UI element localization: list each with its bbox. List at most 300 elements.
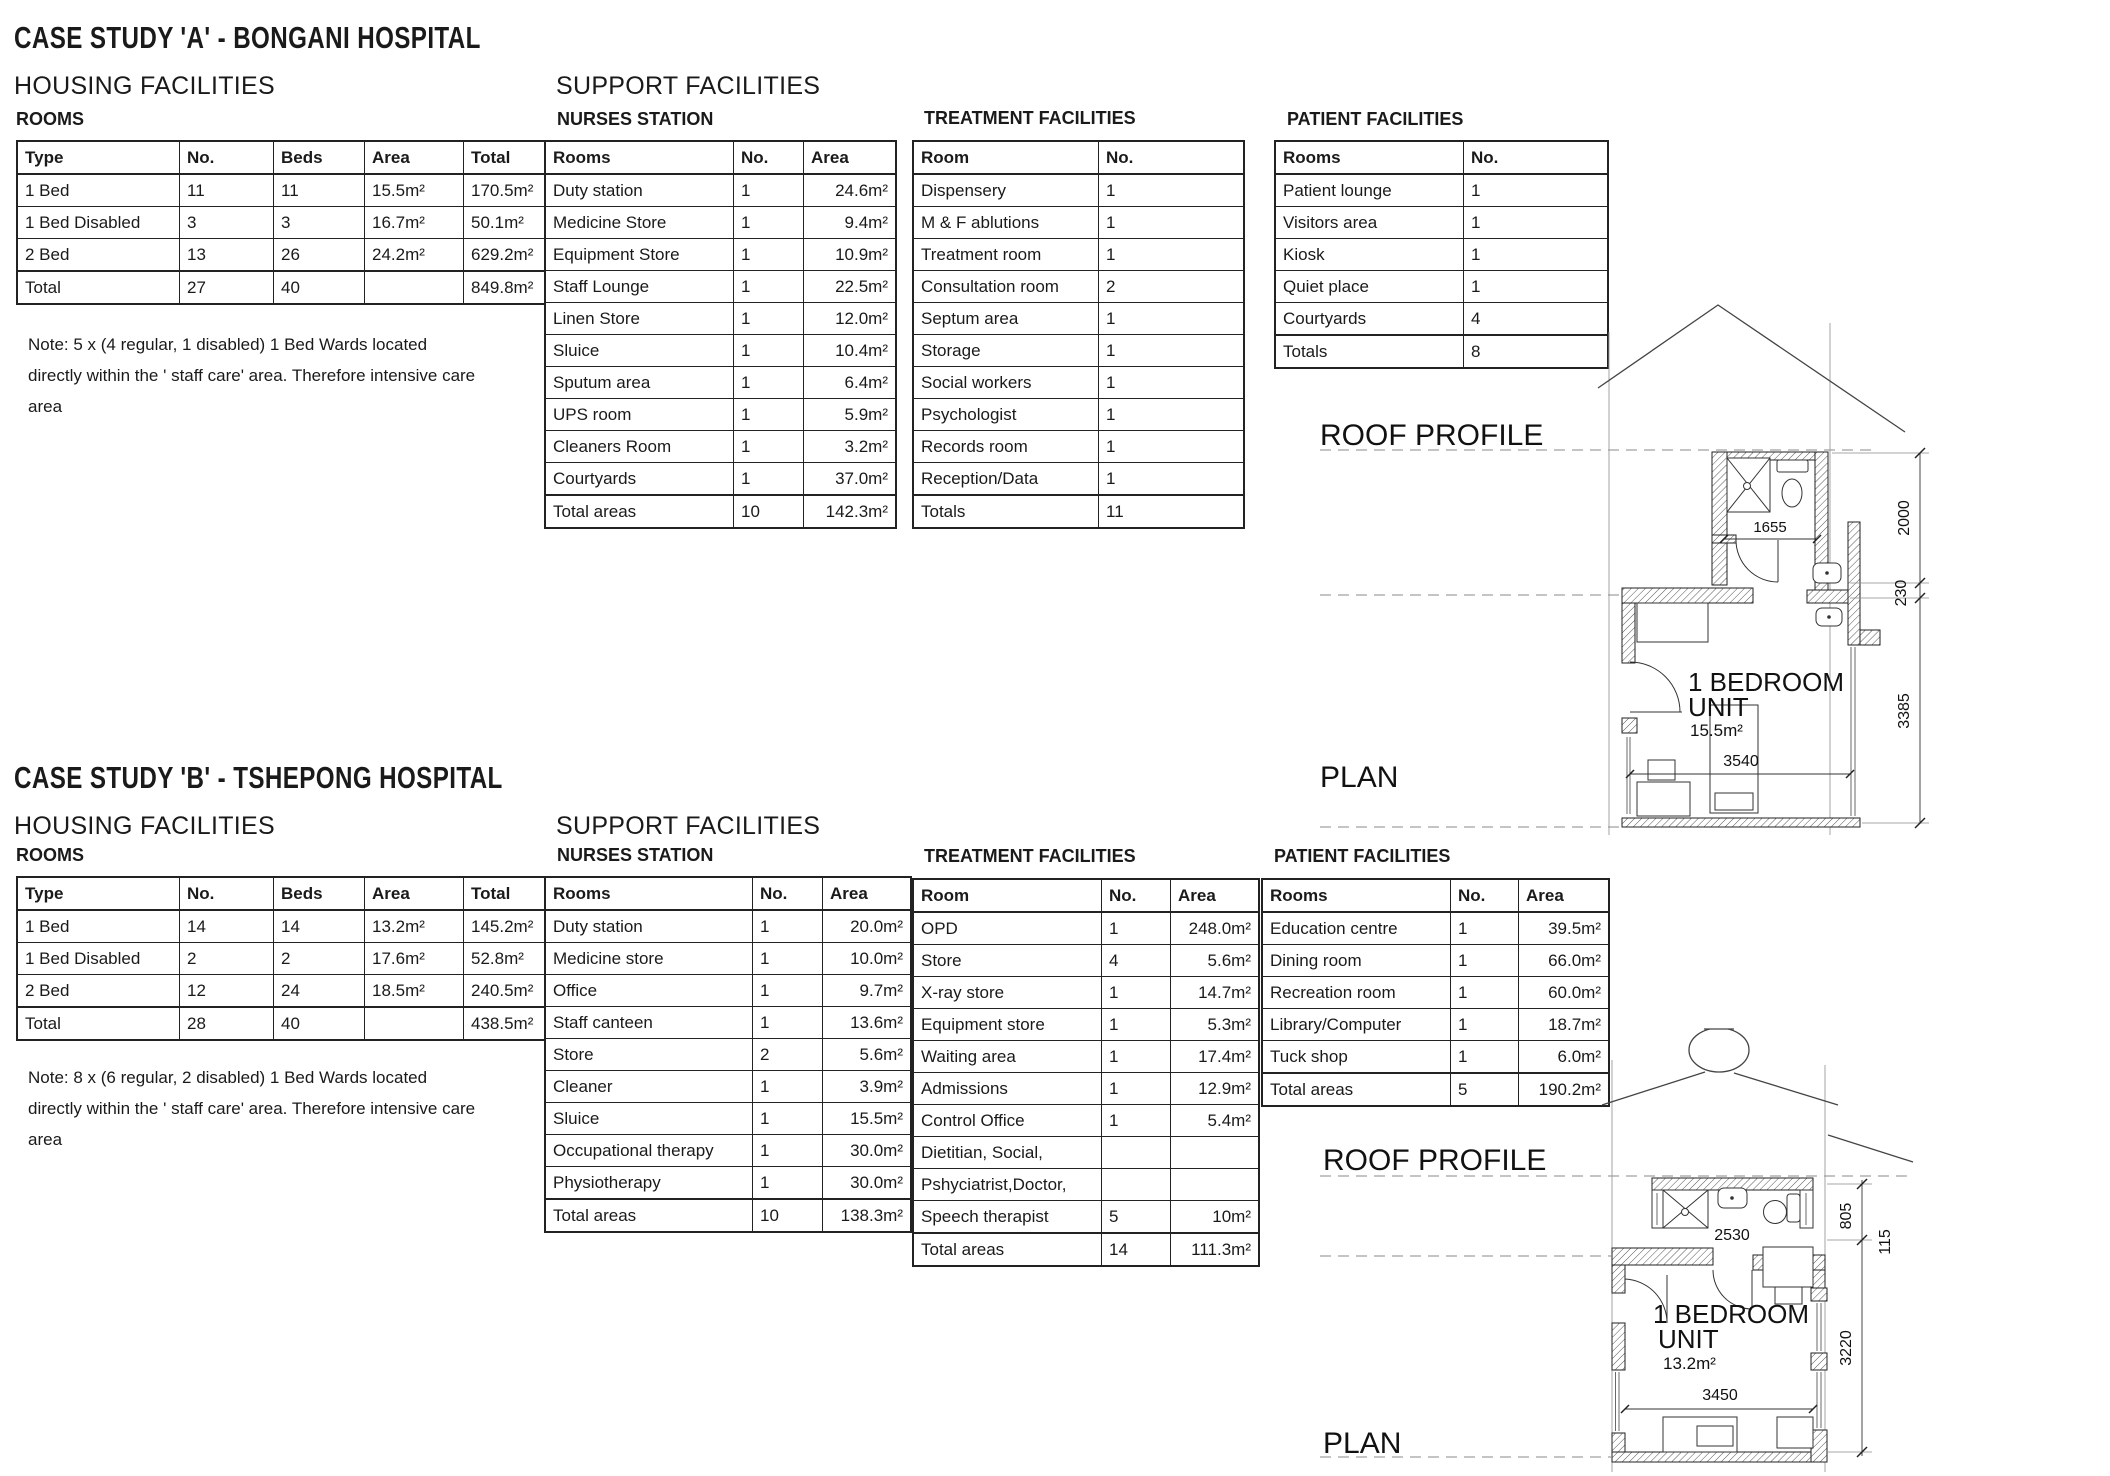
table-cell: 4 xyxy=(1464,303,1609,336)
table-cell: Staff canteen xyxy=(545,1007,753,1039)
table-cell: Medicine Store xyxy=(545,207,734,239)
table-cell: Total areas xyxy=(913,1233,1102,1266)
table-cell: 10.9m² xyxy=(804,239,897,271)
table-cell: 1 xyxy=(1464,207,1609,239)
table-cell: Total areas xyxy=(1262,1073,1451,1106)
wall xyxy=(1811,1353,1827,1370)
dim-bath-width: 2530 xyxy=(1714,1227,1750,1244)
dim-wall: 230 xyxy=(1893,579,1910,607)
case-a-support-heading: SUPPORT FACILITIES xyxy=(556,72,821,100)
table-cell: 8 xyxy=(1464,335,1609,368)
unit-area-a: 15.5m² xyxy=(1690,721,1743,740)
table-cell: Sluice xyxy=(545,1103,753,1135)
unit-drawing-b xyxy=(1300,1020,2000,1476)
table-row xyxy=(545,1071,911,1103)
table-row xyxy=(545,1007,911,1039)
table-row xyxy=(545,463,896,496)
table-cell: Medicine store xyxy=(545,943,753,975)
table-cell xyxy=(1171,1169,1260,1201)
table-cell: Storage xyxy=(913,335,1099,367)
table-cell: 18.5m² xyxy=(365,975,464,1008)
unit-label-b: 1 BEDROOM xyxy=(1653,1299,1810,1329)
table-cell: 5.4m² xyxy=(1171,1105,1260,1137)
column-header: Rooms xyxy=(545,141,734,174)
table-cell: 1 xyxy=(1464,271,1609,303)
wall xyxy=(1848,522,1860,645)
table-cell: 5 xyxy=(1102,1201,1171,1234)
table-cell: Speech therapist xyxy=(913,1201,1102,1234)
table-row xyxy=(913,1009,1259,1041)
case-b-rooms-subheading: ROOMS xyxy=(16,845,85,865)
table-cell: Psychologist xyxy=(913,399,1099,431)
dim-bath-height: 805 xyxy=(1838,1202,1855,1230)
table-cell: 629.2m² xyxy=(464,239,576,272)
table-row xyxy=(17,910,575,943)
window-wall xyxy=(1800,1190,1813,1228)
table-cell: Sputum area xyxy=(545,367,734,399)
table-cell: 248.0m² xyxy=(1171,912,1260,945)
table-cell: 3 xyxy=(180,207,274,239)
column-header: Area xyxy=(1171,879,1260,912)
table-cell: Records room xyxy=(913,431,1099,463)
table-row xyxy=(913,1105,1259,1137)
table-cell: 1 xyxy=(734,335,804,367)
note-b-line: area xyxy=(28,1130,63,1149)
wall xyxy=(1712,452,1727,585)
table-cell: 2 Bed xyxy=(17,239,180,272)
table-row xyxy=(545,207,896,239)
table-cell: 17.4m² xyxy=(1171,1041,1260,1073)
column-header: Total xyxy=(464,877,576,910)
table-cell: 1 xyxy=(1102,1073,1171,1105)
wall xyxy=(1811,1288,1827,1301)
table-cell: 1 xyxy=(753,1007,823,1039)
table-cell: 1 xyxy=(734,303,804,335)
table-cell: 10.4m² xyxy=(804,335,897,367)
desk-chair-icon xyxy=(1763,1247,1813,1304)
table-cell: Waiting area xyxy=(913,1041,1102,1073)
wall xyxy=(1622,588,1753,603)
column-header: Room xyxy=(913,141,1099,174)
note-b-line: directly within the ' staff care' area. Therefore intensive care xyxy=(28,1099,476,1118)
note-b-line: Note: 8 x (6 regular, 2 disabled) 1 Bed Wards located xyxy=(28,1068,428,1087)
case-a-title: CASE STUDY 'A' - BONGANI HOSPITAL xyxy=(14,20,481,55)
case-a-rooms-subheading: ROOMS xyxy=(16,109,85,129)
table-cell: 10 xyxy=(734,495,804,528)
table-cell: 37.0m² xyxy=(804,463,897,496)
table-cell: 1 xyxy=(1451,1009,1519,1041)
table-cell: 3.2m² xyxy=(804,431,897,463)
table-cell: 1 xyxy=(753,1167,823,1200)
table-cell: Patient lounge xyxy=(1275,174,1464,207)
table-cell: X-ray store xyxy=(913,977,1102,1009)
table-cell: Cleaner xyxy=(545,1071,753,1103)
table-cell: Dispensery xyxy=(913,174,1099,207)
table-row xyxy=(545,271,896,303)
table-row xyxy=(545,495,896,528)
table-cell: 849.8m² xyxy=(464,271,576,304)
table-row xyxy=(1262,977,1609,1009)
table-row xyxy=(913,1137,1259,1169)
table-cell: 1 xyxy=(1451,912,1519,945)
table-row xyxy=(1275,239,1608,271)
case-b-treatment-heading: TREATMENT FACILITIES xyxy=(924,846,1136,866)
table-cell: Courtyards xyxy=(1275,303,1464,336)
dim-bath-height: 2000 xyxy=(1896,500,1913,536)
column-header: Room xyxy=(913,879,1102,912)
desk-chair-icon xyxy=(1637,760,1690,816)
table-cell: Control Office xyxy=(913,1105,1102,1137)
table-cell: 2 xyxy=(1099,271,1245,303)
table-cell: 10m² xyxy=(1171,1201,1260,1234)
table-cell: 1 xyxy=(753,1103,823,1135)
table-cell: 66.0m² xyxy=(1519,945,1610,977)
table-cell: 2 xyxy=(274,943,365,975)
table-cell: 1 xyxy=(1099,207,1245,239)
wall xyxy=(1612,1265,1625,1293)
table-row xyxy=(545,399,896,431)
table-row xyxy=(913,271,1244,303)
table-cell: Equipment store xyxy=(913,1009,1102,1041)
door-swing xyxy=(1630,662,1680,712)
table-cell: 12.9m² xyxy=(1171,1073,1260,1105)
column-header: No. xyxy=(1464,141,1609,174)
table-row xyxy=(545,1167,911,1200)
table-row xyxy=(1275,174,1608,207)
column-header: No. xyxy=(753,877,823,910)
unit-label-a: 1 BEDROOM xyxy=(1688,667,1845,697)
table-cell: 1 xyxy=(1099,303,1245,335)
roof-profile-label-b: ROOF PROFILE xyxy=(1323,1144,1547,1177)
case-a-nurses-station-subheading: NURSES STATION xyxy=(557,109,714,129)
table-cell: 1 Bed Disabled xyxy=(17,207,180,239)
table-row xyxy=(913,977,1259,1009)
wall xyxy=(1813,1270,1825,1290)
note-a-line: directly within the ' staff care' area. Therefore intensive care xyxy=(28,366,476,385)
wall xyxy=(1612,1323,1625,1370)
table-cell: 1 xyxy=(734,207,804,239)
table-cell: Occupational therapy xyxy=(545,1135,753,1167)
column-header: Total xyxy=(464,141,576,174)
table-row xyxy=(17,943,575,975)
unit-label-b2: UNIT xyxy=(1658,1324,1719,1354)
table-cell: Store xyxy=(913,945,1102,977)
table-cell: Total areas xyxy=(545,495,734,528)
table-cell: OPD xyxy=(913,912,1102,945)
table-cell: 9.7m² xyxy=(823,975,912,1007)
column-header: No. xyxy=(1451,879,1519,912)
shower-icon xyxy=(1727,458,1770,512)
table-cell: 4 xyxy=(1102,945,1171,977)
table-row xyxy=(545,943,911,975)
table-cell: 1 xyxy=(1464,239,1609,271)
table-cell: Total areas xyxy=(545,1199,753,1232)
table-row xyxy=(913,912,1259,945)
support-table-b xyxy=(544,876,912,1233)
column-header: Area xyxy=(804,141,897,174)
case-b-support-heading: SUPPORT FACILITIES xyxy=(556,812,821,840)
dim-bath-width: 1655 xyxy=(1753,519,1787,536)
chimney-icon xyxy=(1689,1020,1749,1072)
table-cell: 6.0m² xyxy=(1519,1041,1610,1074)
table-row xyxy=(545,1039,911,1071)
case-b-patient-heading: PATIENT FACILITIES xyxy=(1274,846,1451,866)
table-cell: 5.6m² xyxy=(823,1039,912,1071)
table-cell: 39.5m² xyxy=(1519,912,1610,945)
table-cell: 1 xyxy=(753,943,823,975)
column-header: No. xyxy=(180,877,274,910)
table-cell: 1 xyxy=(1102,1105,1171,1137)
table-cell: 5.3m² xyxy=(1171,1009,1260,1041)
table-cell: 1 xyxy=(734,271,804,303)
table-header-row xyxy=(913,141,1244,174)
table-cell: Recreation room xyxy=(1262,977,1451,1009)
table-cell: Social workers xyxy=(913,367,1099,399)
table-cell: 5.6m² xyxy=(1171,945,1260,977)
unit-area-b: 13.2m² xyxy=(1663,1354,1716,1373)
table-row xyxy=(545,1135,911,1167)
case-b-title: CASE STUDY 'B' - TSHEPONG HOSPITAL xyxy=(14,760,503,795)
wall xyxy=(1612,1452,1825,1462)
column-header: No. xyxy=(180,141,274,174)
table-cell: 1 xyxy=(734,399,804,431)
housing-table-b xyxy=(16,876,576,1041)
table-cell: 2 xyxy=(180,943,274,975)
table-cell: Tuck shop xyxy=(1262,1041,1451,1074)
table-cell: 145.2m² xyxy=(464,910,576,943)
table-cell: 14.7m² xyxy=(1171,977,1260,1009)
table-cell: 40 xyxy=(274,271,365,304)
table-cell: 1 xyxy=(1464,174,1609,207)
table-cell: 10.0m² xyxy=(823,943,912,975)
table-row xyxy=(913,399,1244,431)
dim-room-height: 3220 xyxy=(1838,1330,1855,1366)
table-cell: Staff Lounge xyxy=(545,271,734,303)
table-cell: Office xyxy=(545,975,753,1007)
note-a-line: area xyxy=(28,397,63,416)
case-b-nurses-station-subheading: NURSES STATION xyxy=(557,845,714,865)
wall xyxy=(1622,818,1860,827)
column-header: Beds xyxy=(274,141,365,174)
table-row xyxy=(913,1073,1259,1105)
column-header: No. xyxy=(734,141,804,174)
wall xyxy=(1622,603,1635,663)
case-a-treatment-heading: TREATMENT FACILITIES xyxy=(924,108,1136,128)
wall xyxy=(1807,590,1848,603)
table-cell: 3 xyxy=(274,207,365,239)
table-row xyxy=(545,431,896,463)
table-row xyxy=(545,174,896,207)
table-row xyxy=(913,945,1259,977)
table-cell: Visitors area xyxy=(1275,207,1464,239)
table-cell: Dining room xyxy=(1262,945,1451,977)
table-row xyxy=(1275,207,1608,239)
table-cell: Sluice xyxy=(545,335,734,367)
table-cell: 13.2m² xyxy=(365,910,464,943)
table-cell: 1 xyxy=(1099,463,1245,496)
table-cell: 1 xyxy=(753,975,823,1007)
table-row xyxy=(545,975,911,1007)
table-cell: M & F ablutions xyxy=(913,207,1099,239)
table-cell: 12.0m² xyxy=(804,303,897,335)
roof-profile-label-a: ROOF PROFILE xyxy=(1320,419,1544,452)
toilet-icon xyxy=(1764,1194,1801,1224)
table-cell: 1 Bed xyxy=(17,174,180,207)
table-header-row xyxy=(545,141,896,174)
table-cell: Duty station xyxy=(545,174,734,207)
table-cell: 2 Bed xyxy=(17,975,180,1008)
table-header-row xyxy=(1262,879,1609,912)
table-cell: Admissions xyxy=(913,1073,1102,1105)
table-cell: 1 xyxy=(1099,399,1245,431)
table-cell: Education centre xyxy=(1262,912,1451,945)
table-row xyxy=(1262,912,1609,945)
table-cell: UPS room xyxy=(545,399,734,431)
wall xyxy=(1622,718,1637,733)
table-cell: 1 xyxy=(1099,174,1245,207)
table-cell: Quiet place xyxy=(1275,271,1464,303)
table-header-row xyxy=(545,877,911,910)
table-cell: 1 Bed xyxy=(17,910,180,943)
case-a-housing-heading: HOUSING FACILITIES xyxy=(14,72,276,100)
table-cell: 24.6m² xyxy=(804,174,897,207)
table-row xyxy=(913,335,1244,367)
table-cell: 1 xyxy=(734,239,804,271)
table-row xyxy=(913,1169,1259,1201)
dim-room-width: 3450 xyxy=(1702,1387,1738,1404)
table-row xyxy=(545,1103,911,1135)
table-cell: 1 xyxy=(753,910,823,943)
table-cell: 30.0m² xyxy=(823,1167,912,1200)
bed-icon xyxy=(1663,1417,1737,1452)
table-row xyxy=(913,431,1244,463)
table-cell: 30.0m² xyxy=(823,1135,912,1167)
table-cell: 138.3m² xyxy=(823,1199,912,1232)
column-header: Area xyxy=(1519,879,1610,912)
window-wall xyxy=(1652,1190,1663,1228)
table-row xyxy=(17,1007,575,1040)
table-cell: Consultation room xyxy=(913,271,1099,303)
table-cell: 9.4m² xyxy=(804,207,897,239)
dim-room-height: 3385 xyxy=(1896,693,1913,729)
table-cell: 24 xyxy=(274,975,365,1008)
table-cell: 24.2m² xyxy=(365,239,464,272)
table-row xyxy=(913,1201,1259,1234)
table-cell xyxy=(1102,1137,1171,1169)
table-cell: Totals xyxy=(913,495,1099,528)
table-row xyxy=(545,367,896,399)
table-cell: 1 xyxy=(1102,912,1171,945)
bedside-table xyxy=(1777,1417,1813,1448)
table-row xyxy=(17,207,575,239)
table-row xyxy=(913,463,1244,496)
table-cell xyxy=(1102,1169,1171,1201)
column-header: Area xyxy=(365,141,464,174)
table-cell: 60.0m² xyxy=(1519,977,1610,1009)
table-row xyxy=(913,1041,1259,1073)
table-cell: 40 xyxy=(274,1007,365,1040)
dim-room-width: 3540 xyxy=(1723,753,1759,770)
table-row xyxy=(545,303,896,335)
table-cell: 12 xyxy=(180,975,274,1008)
table-cell: 11 xyxy=(1099,495,1245,528)
table-cell: 170.5m² xyxy=(464,174,576,207)
table-cell: 1 xyxy=(1451,977,1519,1009)
plan-label-b: PLAN xyxy=(1323,1427,1402,1460)
washbasin-icon xyxy=(1816,608,1842,626)
table-cell: Kiosk xyxy=(1275,239,1464,271)
column-header: Area xyxy=(823,877,912,910)
table-cell xyxy=(365,1007,464,1040)
shower-icon xyxy=(1663,1190,1708,1228)
washbasin-icon xyxy=(1718,1188,1747,1208)
support-table-a xyxy=(544,140,897,529)
note-b xyxy=(28,1062,475,1155)
table-row xyxy=(913,495,1244,528)
column-header: Beds xyxy=(274,877,365,910)
table-cell: 1 xyxy=(734,463,804,496)
table-row xyxy=(913,207,1244,239)
table-cell: 18.7m² xyxy=(1519,1009,1610,1041)
table-cell: Dietitian, Social, xyxy=(913,1137,1102,1169)
table-cell: Equipment Store xyxy=(545,239,734,271)
table-cell: 1 xyxy=(1099,367,1245,399)
column-header: No. xyxy=(1102,879,1171,912)
table-row xyxy=(913,1233,1259,1266)
column-header: Rooms xyxy=(1275,141,1464,174)
table-cell: 14 xyxy=(1102,1233,1171,1266)
table-cell: 20.0m² xyxy=(823,910,912,943)
table-cell: 14 xyxy=(180,910,274,943)
table-cell: 1 xyxy=(1451,1041,1519,1074)
housing-table-a xyxy=(16,140,576,305)
table-cell: Library/Computer xyxy=(1262,1009,1451,1041)
table-cell: 142.3m² xyxy=(804,495,897,528)
table-cell: 111.3m² xyxy=(1171,1233,1260,1266)
table-cell: 3.9m² xyxy=(823,1071,912,1103)
table-header-row xyxy=(17,141,575,174)
table-cell: 1 xyxy=(734,431,804,463)
table-row xyxy=(913,239,1244,271)
table-cell: 16.7m² xyxy=(365,207,464,239)
table-cell: Cleaners Room xyxy=(545,431,734,463)
table-row xyxy=(545,1199,911,1232)
table-cell: Treatment room xyxy=(913,239,1099,271)
table-cell: 13 xyxy=(180,239,274,272)
table-row xyxy=(17,271,575,304)
unit-label-a2: UNIT xyxy=(1688,692,1749,722)
table-cell: 13.6m² xyxy=(823,1007,912,1039)
table-cell: Physiotherapy xyxy=(545,1167,753,1200)
treatment-table-b xyxy=(912,878,1260,1267)
column-header: Rooms xyxy=(545,877,753,910)
table-row xyxy=(913,367,1244,399)
table-cell: 438.5m² xyxy=(464,1007,576,1040)
case-a-patient-heading: PATIENT FACILITIES xyxy=(1287,109,1464,129)
table-cell: 28 xyxy=(180,1007,274,1040)
case-b-housing-heading: HOUSING FACILITIES xyxy=(14,812,276,840)
table-cell: 11 xyxy=(180,174,274,207)
table-cell: 1 xyxy=(753,1071,823,1103)
table-row xyxy=(545,910,911,943)
toilet-icon xyxy=(1777,460,1808,507)
dim-wall: 115 xyxy=(1877,1229,1894,1255)
table-cell: 52.8m² xyxy=(464,943,576,975)
wardrobe xyxy=(1637,603,1708,642)
table-cell: 6.4m² xyxy=(804,367,897,399)
table-row xyxy=(545,335,896,367)
floor-plan-a xyxy=(1622,452,1880,827)
